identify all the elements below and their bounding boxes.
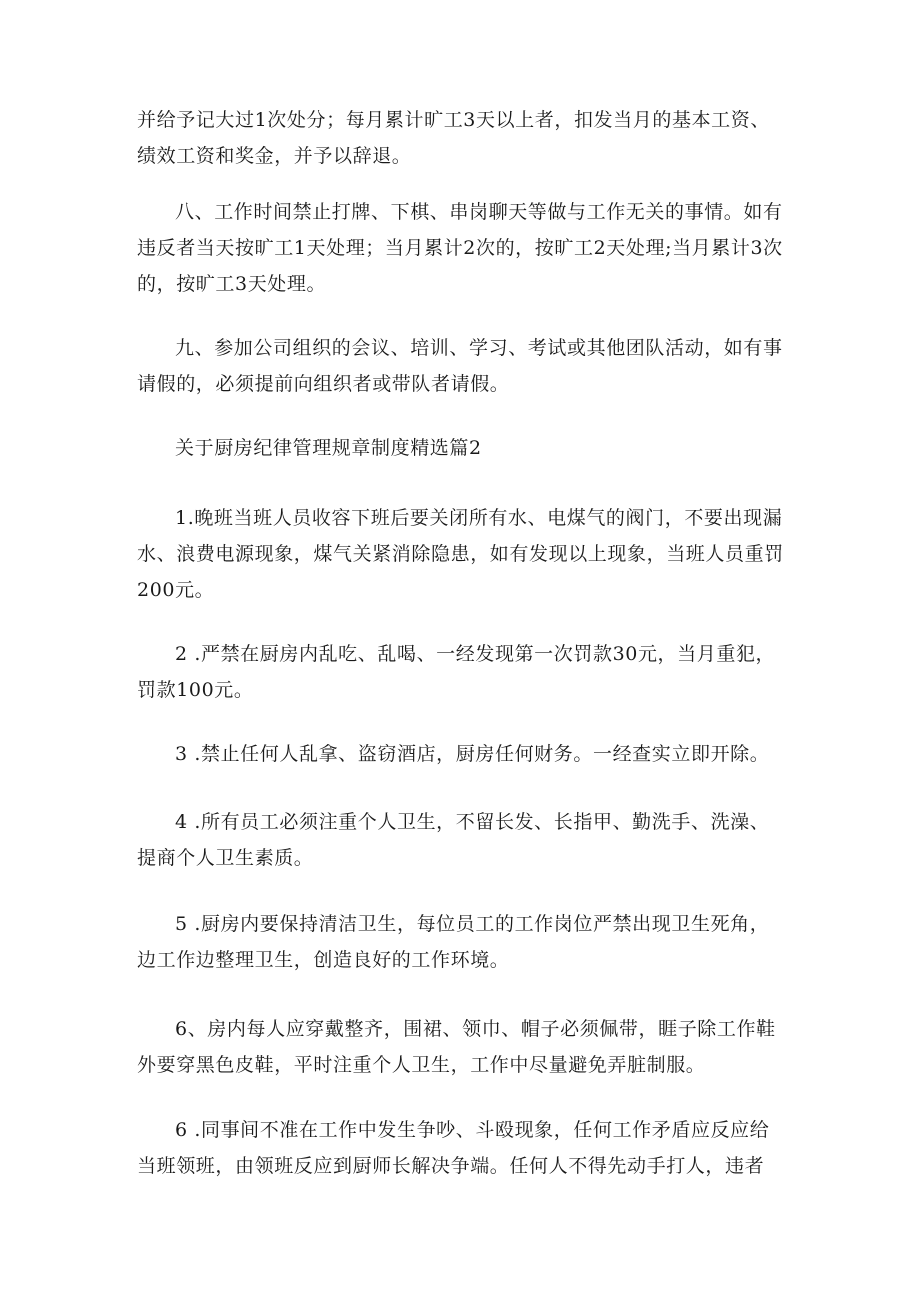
paragraph-item-4: 4 .所有员工必须注重个人卫生，不留长发、长指甲、勤洗手、洗澡、提商个人卫生素质。 <box>137 811 770 869</box>
section-heading: 关于厨房纪律管理规章制度精选篇2 <box>175 437 482 459</box>
paragraph-dismissal-continuation: 并给予记大过1次处分；每月累计旷工3天以上者，扣发当月的基本工资、绩效工资和奖金，并予以辞退。 <box>137 109 770 167</box>
paragraph-item-3: 3 .禁止任何人乱拿、盗窃酒店，厨房任何财务。一经查实立即开除。 <box>175 743 770 765</box>
paragraph-item-2: 2 .严禁在厨房内乱吃、乱喝、一经发现第一次罚款30元，当月重犯，罚款100元。 <box>137 643 776 701</box>
paragraph-rule-9: 九、参加公司组织的会议、培训、学习、考试或其他团队活动，如有事请假的，必须提前向组织者或带队者请假。 <box>137 337 783 395</box>
paragraph-item-6b: 6 .同事间不准在工作中发生争吵、斗殴现象，任何工作矛盾应反应给当班领班，由领班反应到厨师长解决争端。任何人不得先动手打人，违者 <box>137 1119 770 1177</box>
paragraph-item-1: 1.晚班当班人员收容下班后要关闭所有水、电煤气的阀门，不要出现漏水、浪费电源现象，煤气关紧消除隐患，如有发现以上现象，当班人员重罚200元。 <box>137 507 784 601</box>
paragraph-rule-8: 八、工作时间禁止打牌、下棋、串岗聊天等做与工作无关的事情。如有违反者当天按旷工1天处理；当月累计2次的，按旷工2天处理;当月累计3次的，按旷工3天处理。 <box>137 201 783 295</box>
paragraph-item-5: 5 .厨房内要保持清洁卫生，每位员工的工作岗位严禁出现卫生死角，边工作边整理卫生，创造良好的工作环境。 <box>137 913 770 971</box>
paragraph-item-6a: 6、房内每人应穿戴整齐，围裙、领巾、帽子必须佩带，睚子除工作鞋外要穿黑色皮鞋，平时注重个人卫生，工作中尽量避免弄脏制服。 <box>137 1018 776 1076</box>
